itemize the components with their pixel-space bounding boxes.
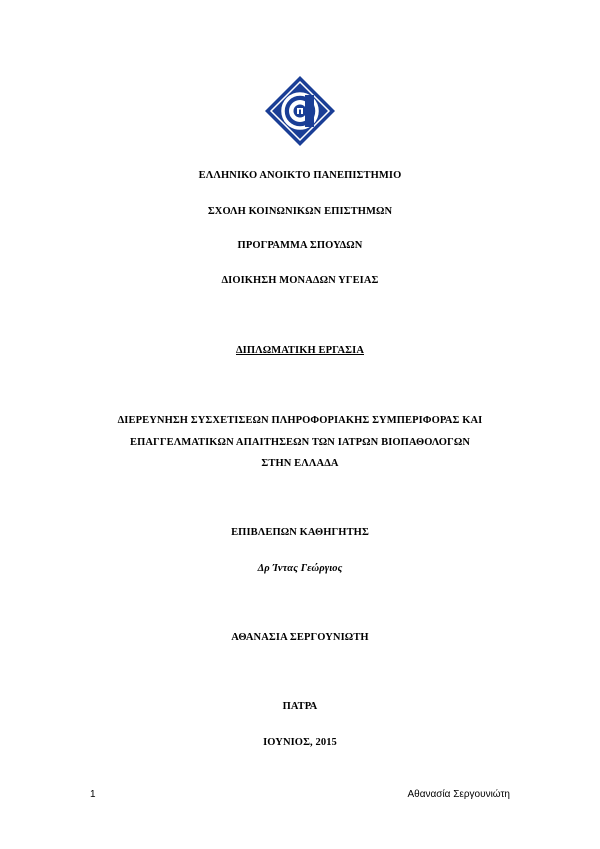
city: ΠΑΤΡΑ <box>282 701 318 712</box>
supervisor-name: Δρ Ίντας Γεώργιος <box>257 563 343 574</box>
author-name: ΑΘΑΝΑΣΙΑ ΣΕΡΓΟΥΝΙΩΤΗ <box>231 632 369 643</box>
supervisor-label: ΕΠΙΒΛΕΠΩΝ ΚΑΘΗΓΗΤΗΣ <box>231 527 369 538</box>
thesis-title-line-2: ΕΠΑΓΓΕΛΜΑΤΙΚΩΝ ΑΠΑΙΤΗΣΕΩΝ ΤΩΝ ΙΑΤΡΩΝ ΒΙΟΠΑΘΟΛΟΓΩΝ <box>129 437 471 448</box>
document-type: ΔΙΠΛΩΜΑΤΙΚΗ ΕΡΓΑΣΙΑ <box>235 345 365 356</box>
thesis-title-line-3: ΣΤΗΝ ΕΛΛΑΔΑ <box>261 458 339 469</box>
thesis-title-line-1: ΔΙΕΡΕΥΝΗΣΗ ΣΥΣΧΕΤΙΣΕΩΝ ΠΛΗΡΟΦΟΡΙΑΚΗΣ ΣΥΜΠΕΡΙΦΟΡΑΣ ΚΑΙ <box>117 415 483 426</box>
university-logo-icon <box>264 75 336 147</box>
footer-page-number: 1 <box>90 789 96 800</box>
program-name: ΔΙΟΙΚΗΣΗ ΜΟΝΑΔΩΝ ΥΓΕΙΑΣ <box>221 275 379 286</box>
school-name: ΣΧΟΛΗ ΚΟΙΝΩΝΙΚΩΝ ΕΠΙΣΤΗΜΩΝ <box>207 206 393 217</box>
university-name: ΕΛΛΗΝΙΚΟ ΑΝΟΙΚΤΟ ΠΑΝΕΠΙΣΤΗΜΙΟ <box>198 170 402 181</box>
date: ΙΟΥΝΙΟΣ, 2015 <box>263 737 337 748</box>
footer-author: Αθανασία Σεργουνιώτη <box>407 789 510 800</box>
program-label: ΠΡΟΓΡΑΜΜΑ ΣΠΟΥΔΩΝ <box>237 240 363 251</box>
